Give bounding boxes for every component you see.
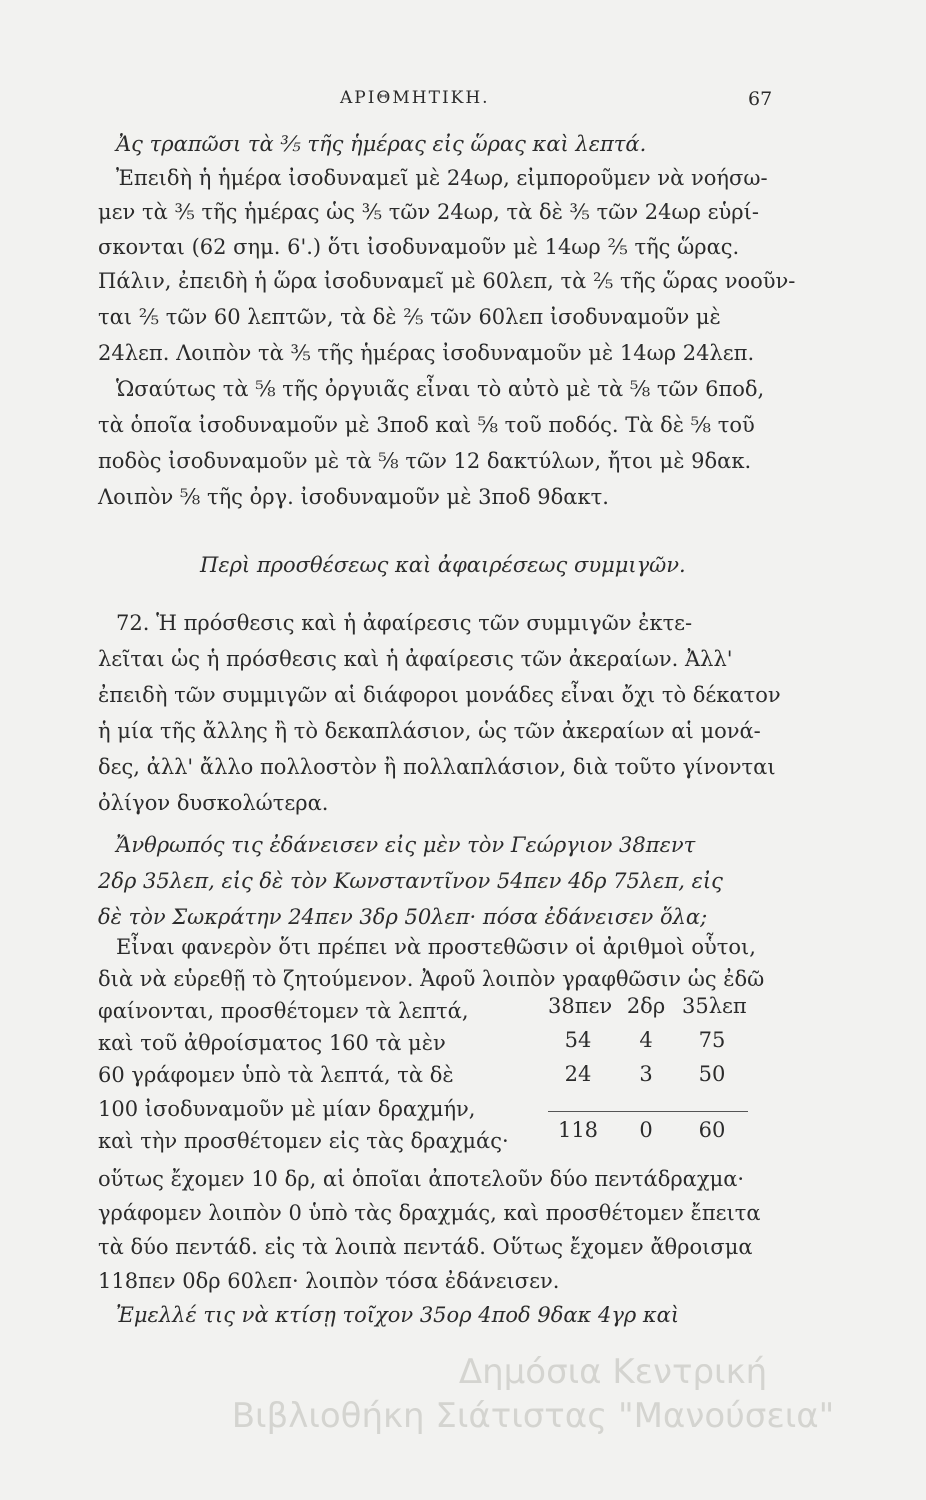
- text-line: 118πεν 0δρ 60λεπ· λοιπὸν τόσα ἐδάνεισεν.: [98, 1269, 560, 1293]
- table-row: [548, 1062, 748, 1092]
- text-line: Εἶναι φανερὸν ὅτι πρέπει νὰ προστεθῶσιν οἱ ἀριθμοὶ οὗτοι,: [116, 935, 756, 959]
- text-line: 24λεπ. Λοιπὸν τὰ ⅗ τῆς ἡμέρας ἰσοδυναμοῦν μὲ 14ωρ 24λεπ.: [98, 341, 755, 365]
- table-cell: 50: [698, 1062, 726, 1086]
- table-row: [548, 1028, 748, 1058]
- text-line: τὰ δύο πεντάδ. εἰς τὰ λοιπὰ πεντάδ. Οὕτως ἔχομεν ἄθροισμα: [98, 1235, 753, 1259]
- example-heading: Ἄνθρωπός τις ἐδάνεισεν εἰς μὲν τὸν Γεώργιον 38πεντ: [116, 833, 696, 857]
- text-line: δὲ τὸν Σωκράτην 24πεν 3δρ 50λεπ· πόσα ἐδάνεισεν ὅλα;: [98, 905, 708, 929]
- library-watermark-line1: Δημόσια Κεντρική: [458, 1352, 768, 1392]
- text-line: Ὡσαύτως τὰ ⅝ τῆς ὀργυιᾶς εἶναι τὸ αὐτὸ μὲ τὰ ⅝ τῶν 6ποδ,: [116, 377, 765, 401]
- table-cell: 24: [564, 1062, 592, 1086]
- library-watermark-line2: Βιβλιοθήκη Σιάτιστας "Μανούσεια": [231, 1396, 835, 1436]
- table-row: [548, 994, 748, 1024]
- sum-rule: [548, 1111, 748, 1112]
- page-number: 67: [748, 88, 773, 110]
- example-heading: Ἀς τραπῶσι τὰ ⅗ τῆς ἡμέρας εἰς ὥρας καὶ λεπτά.: [116, 132, 647, 156]
- text-line: φαίνονται, προσθέτομεν τὰ λεπτά,: [98, 999, 469, 1023]
- table-cell: 60: [698, 1118, 726, 1142]
- text-line: Ἐπειδὴ ἡ ἡμέρα ἰσοδυναμεῖ μὲ 24ωρ, εἰμποροῦμεν νὰ νοήσω-: [116, 166, 768, 190]
- section-heading: Περὶ προσθέσεως καὶ ἀφαιρέσεως συμμιγῶν.: [200, 553, 686, 577]
- text-line: 60 γράφομεν ὑπὸ τὰ λεπτά, τὰ δὲ: [98, 1063, 454, 1087]
- text-line: ται ⅖ τῶν 60 λεπτῶν, τὰ δὲ ⅖ τῶν 60λεπ ἰσοδυναμοῦν μὲ: [98, 305, 721, 329]
- text-line: Πάλιν, ἐπειδὴ ἡ ὥρα ἰσοδυναμεῖ μὲ 60λεπ, τὰ ⅖ τῆς ὥρας νοοῦν-: [98, 269, 796, 293]
- text-line: καὶ τὴν προσθέτομεν εἰς τὰς δραχμάς·: [98, 1129, 509, 1153]
- table-total-row: [548, 1118, 748, 1148]
- text-line: 100 ἰσοδυναμοῦν μὲ μίαν δραχμήν,: [98, 1097, 476, 1121]
- table-cell: 0: [639, 1118, 653, 1142]
- table-cell: 2δρ: [626, 994, 666, 1018]
- table-cell: 54: [564, 1028, 592, 1052]
- table-cell: 3: [639, 1062, 653, 1086]
- text-line: Λοιπὸν ⅝ τῆς ὀργ. ἰσοδυναμοῦν μὲ 3ποδ 9δακτ.: [98, 485, 609, 509]
- text-line: μεν τὰ ⅗ τῆς ἡμέρας ὡς ⅗ τῶν 24ωρ, τὰ δὲ ⅗ τῶν 24ωρ εὑρί-: [98, 200, 759, 224]
- text-line: ποδὸς ἰσοδυναμοῦν μὲ τὰ ⅝ τῶν 12 δακτύλων, ἤτοι μὲ 9δακ.: [98, 449, 752, 473]
- text-line: λεῖται ὡς ἡ πρόσθεσις καὶ ἡ ἀφαίρεσις τῶν ἀκεραίων. Ἀλλ': [98, 647, 733, 671]
- text-line: οὕτως ἔχομεν 10 δρ, αἱ ὁποῖαι ἀποτελοῦν δύο πεντάδραχμα·: [98, 1167, 745, 1191]
- text-line: Ἐμελλέ τις νὰ κτίσῃ τοῖχον 35ορ 4ποδ 9δακ 4γρ καὶ: [116, 1303, 680, 1327]
- table-cell: 118: [557, 1118, 599, 1142]
- table-cell: 35λεπ: [682, 994, 747, 1018]
- text-line: ὀλίγον δυσκολώτερα.: [98, 791, 329, 815]
- text-line: γράφομεν λοιπὸν 0 ὑπὸ τὰς δραχμάς, καὶ προσθέτομεν ἔπειτα: [98, 1201, 761, 1225]
- text-line: 2δρ 35λεπ, εἰς δὲ τὸν Κωνσταντῖνον 54πεν 4δρ 75λεπ, εἰς: [98, 869, 723, 893]
- text-line: καὶ τοῦ ἀθροίσματος 160 τὰ μὲν: [98, 1031, 446, 1055]
- running-title: ΑΡΙΘΜΗΤΙΚΗ.: [340, 88, 490, 108]
- table-cell: 38πεν: [548, 994, 613, 1018]
- table-cell: 4: [639, 1028, 653, 1052]
- text-line: σκονται (62 σημ. 6'.) ὅτι ἰσοδυναμοῦν μὲ 14ωρ ⅖ τῆς ὥρας.: [98, 235, 740, 259]
- text-line: 72. Ἡ πρόσθεσις καὶ ἡ ἀφαίρεσις τῶν συμμιγῶν ἐκτε-: [116, 611, 693, 635]
- text-line: διὰ νὰ εὑρεθῇ τὸ ζητούμενον. Ἀφοῦ λοιπὸν γραφθῶσιν ὡς ἐδῶ: [98, 967, 765, 991]
- text-line: ἐπειδὴ τῶν συμμιγῶν αἱ διάφοροι μονάδες εἶναι ὄχι τὸ δέκατον: [98, 683, 781, 707]
- text-line: δες, ἀλλ' ἄλλο πολλοστὸν ἢ πολλαπλάσιον, διὰ τοῦτο γίνονται: [98, 755, 776, 779]
- text-line: ἡ μία τῆς ἄλλης ἢ τὸ δεκαπλάσιον, ὡς τῶν ἀκεραίων αἱ μονά-: [98, 719, 761, 743]
- table-cell: 75: [698, 1028, 726, 1052]
- text-line: τὰ ὁποῖα ἰσοδυναμοῦν μὲ 3ποδ καὶ ⅝ τοῦ ποδός. Τὰ δὲ ⅝ τοῦ: [98, 413, 755, 437]
- page-header: [0, 88, 926, 118]
